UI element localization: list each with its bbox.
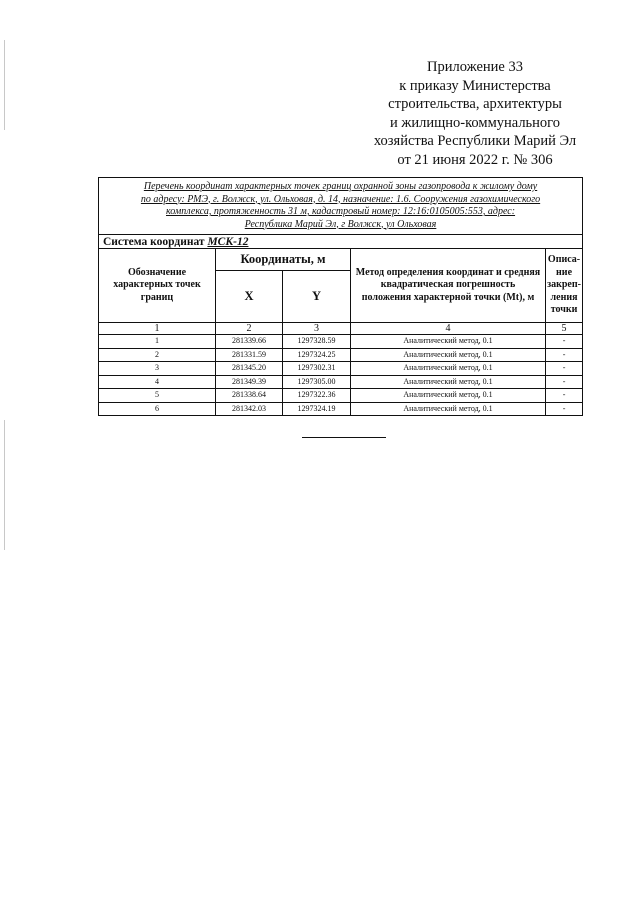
cell-method: Аналитический метод, 0.1 xyxy=(351,389,546,403)
table-row xyxy=(99,402,583,416)
cell-point: 6 xyxy=(99,402,216,416)
cell-method: Аналитический метод, 0.1 xyxy=(351,375,546,389)
header-line: от 21 июня 2022 г. № 306 xyxy=(397,151,553,168)
cell-point: 1 xyxy=(99,335,216,349)
coordinate-system xyxy=(99,235,583,249)
cell-description: - xyxy=(546,362,583,376)
coordinate-system-value: МСК-12 xyxy=(207,235,249,248)
table-title xyxy=(99,178,583,235)
header-line: Приложение 33 xyxy=(427,59,523,75)
scan-edge-mark xyxy=(4,40,5,130)
cell-point: 2 xyxy=(99,348,216,362)
column-number: 5 xyxy=(546,323,583,335)
cell-x: 281331.59 xyxy=(216,348,283,362)
cell-x: 281338.64 xyxy=(216,389,283,403)
cell-method: Аналитический метод, 0.1 xyxy=(351,348,546,362)
table-title-line: комплекса, протяженность 31 м, кадастровый номер: 12:16:0105005:553, адрес: xyxy=(166,206,516,217)
column-number: 1 xyxy=(99,323,216,335)
column-number: 3 xyxy=(283,323,351,335)
table-row xyxy=(99,389,583,403)
header-x: X xyxy=(216,271,283,323)
column-number: 2 xyxy=(216,323,283,335)
coordinate-system-label: Система координат xyxy=(103,235,205,248)
cell-y: 1297324.19 xyxy=(283,402,351,416)
cell-point: 4 xyxy=(99,375,216,389)
cell-method: Аналитический метод, 0.1 xyxy=(351,335,546,349)
table-row xyxy=(99,362,583,376)
separator-line xyxy=(302,437,386,438)
table-row xyxy=(99,348,583,362)
table-title-line: Республика Марий Эл, г Волжск, ул Ольховая xyxy=(244,218,437,230)
header-method: Метод определения координат и средняя квадратическая погрешность положения характерной точки (Mt), м xyxy=(351,249,546,323)
header-description: Описа-ние закреп-ления точки xyxy=(546,249,583,323)
column-number: 4 xyxy=(351,323,546,335)
cell-description: - xyxy=(546,375,583,389)
cell-method: Аналитический метод, 0.1 xyxy=(351,402,546,416)
header-coordinates: Координаты, м xyxy=(216,249,351,271)
header-line: хозяйства Республики Марий Эл xyxy=(373,133,577,149)
cell-description: - xyxy=(546,335,583,349)
cell-description: - xyxy=(546,402,583,416)
cell-description: - xyxy=(546,348,583,362)
document-header xyxy=(330,58,620,169)
cell-description: - xyxy=(546,389,583,403)
cell-x: 281349.39 xyxy=(216,375,283,389)
column-numbers-row xyxy=(99,323,583,335)
header-line: к приказу Министерства xyxy=(399,77,551,94)
table-row xyxy=(99,375,583,389)
header-point: Обозначение характерных точек границ xyxy=(99,249,216,323)
cell-method: Аналитический метод, 0.1 xyxy=(351,362,546,376)
cell-y: 1297305.00 xyxy=(283,375,351,389)
coordinates-table xyxy=(98,177,583,416)
cell-x: 281342.03 xyxy=(216,402,283,416)
cell-y: 1297302.31 xyxy=(283,362,351,376)
header-line: строительства, архитектуры xyxy=(388,96,562,112)
cell-y: 1297322.36 xyxy=(283,389,351,403)
cell-point: 5 xyxy=(99,389,216,403)
table-row xyxy=(99,335,583,349)
table-title-line: Перечень координат характерных точек границ охранной зоны газопровода к жилому дому xyxy=(143,181,538,192)
table-title-line: по адресу: РМЭ, г. Волжск, ул. Ольховая, д. 14, назначение: 1.6. Сооружения газохимического xyxy=(140,193,541,205)
scan-edge-mark xyxy=(4,420,5,550)
cell-y: 1297324.25 xyxy=(283,348,351,362)
header-y: Y xyxy=(283,271,351,323)
cell-x: 281339.66 xyxy=(216,335,283,349)
cell-x: 281345.20 xyxy=(216,362,283,376)
cell-point: 3 xyxy=(99,362,216,376)
header-line: и жилищно-коммунального xyxy=(389,114,561,131)
cell-y: 1297328.59 xyxy=(283,335,351,349)
